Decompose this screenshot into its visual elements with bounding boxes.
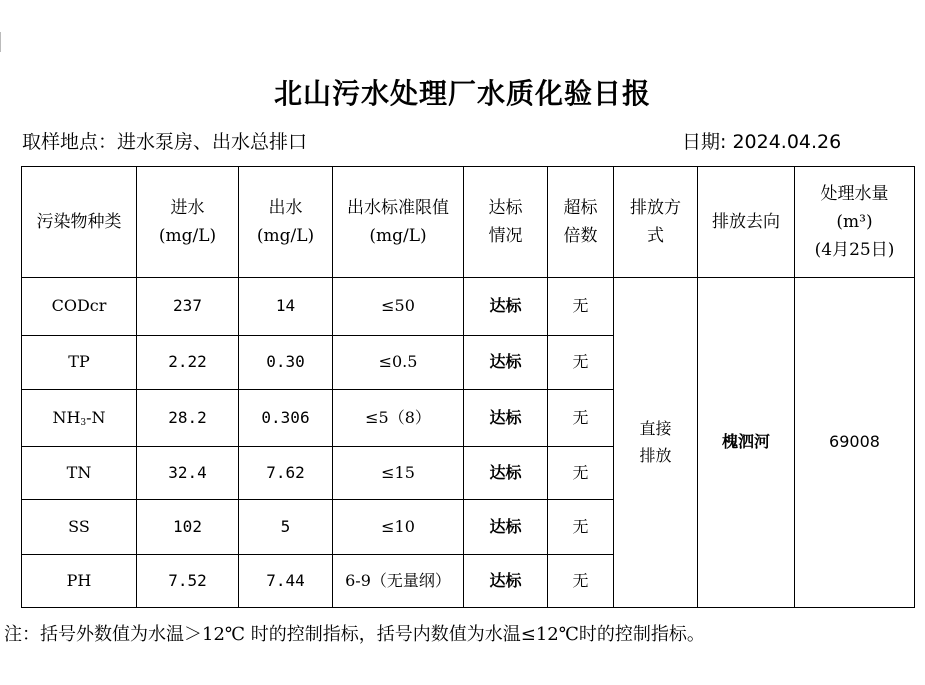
- status-cell: 达标: [464, 336, 548, 390]
- outlet-cell: 5: [239, 500, 333, 555]
- exceed-cell: 无: [548, 447, 614, 500]
- header-method: 排放方 式: [614, 167, 698, 278]
- inlet-cell: 2.22: [137, 336, 239, 390]
- limit-cell: ≤5（8）: [333, 390, 464, 447]
- water-quality-table: [21, 166, 915, 608]
- header-limit: 出水标准限值 (mg/L): [333, 167, 464, 278]
- status-cell: 达标: [464, 500, 548, 555]
- status-cell: 达标: [464, 390, 548, 447]
- limit-cell: ≤0.5: [333, 336, 464, 390]
- discharge-method-cell: 直接 排放: [614, 278, 698, 608]
- exceed-cell: 无: [548, 555, 614, 608]
- footnote: 注：括号外数值为水温＞12℃ 时的控制指标，括号内数值为水温≤12℃时的控制指标。: [4, 624, 705, 645]
- pollutant-cell: PH: [22, 555, 137, 608]
- status-cell: 达标: [464, 278, 548, 336]
- outlet-cell: 0.30: [239, 336, 333, 390]
- outlet-cell: 7.62: [239, 447, 333, 500]
- pollutant-cell: TN: [22, 447, 137, 500]
- report-date: 日期: 2024.04.26: [682, 131, 842, 153]
- limit-cell: 6-9（无量纲）: [333, 555, 464, 608]
- outlet-cell: 7.44: [239, 555, 333, 608]
- pollutant-cell: SS: [22, 500, 137, 555]
- table-row: [22, 278, 915, 336]
- pollutant-cell: CODcr: [22, 278, 137, 336]
- discharge-destination-cell: 槐泗河: [698, 278, 795, 608]
- sampling-location: 取样地点：进水泵房、出水总排口: [22, 131, 308, 153]
- report-title: 北山污水处理厂水质化验日报: [273, 77, 651, 110]
- treated-volume-cell: 69008: [795, 278, 915, 608]
- exceed-cell: 无: [548, 336, 614, 390]
- exceed-cell: 无: [548, 390, 614, 447]
- exceed-cell: 无: [548, 278, 614, 336]
- header-pollutant: 污染物种类: [22, 167, 137, 278]
- status-cell: 达标: [464, 555, 548, 608]
- pollutant-cell: $NH_3-N$: [22, 390, 137, 447]
- limit-cell: ≤15: [333, 447, 464, 500]
- header-outlet: 出水 (mg/L): [239, 167, 333, 278]
- inlet-cell: 32.4: [137, 447, 239, 500]
- outlet-cell: 0.306: [239, 390, 333, 447]
- header-row: [22, 167, 915, 278]
- header-volume: 处理水量 (m³) (4月25日): [795, 167, 915, 278]
- limit-cell: ≤10: [333, 500, 464, 555]
- header-inlet: 进水 (mg/L): [137, 167, 239, 278]
- inlet-cell: 102: [137, 500, 239, 555]
- inlet-cell: 237: [137, 278, 239, 336]
- header-destination: 排放去向: [698, 167, 795, 278]
- page-edge-mark: [0, 32, 1, 52]
- header-exceed: 超标 倍数: [548, 167, 614, 278]
- exceed-cell: 无: [548, 500, 614, 555]
- limit-cell: ≤50: [333, 278, 464, 336]
- inlet-cell: 28.2: [137, 390, 239, 447]
- pollutant-cell: TP: [22, 336, 137, 390]
- outlet-cell: 14: [239, 278, 333, 336]
- header-status: 达标 情况: [464, 167, 548, 278]
- inlet-cell: 7.52: [137, 555, 239, 608]
- status-cell: 达标: [464, 447, 548, 500]
